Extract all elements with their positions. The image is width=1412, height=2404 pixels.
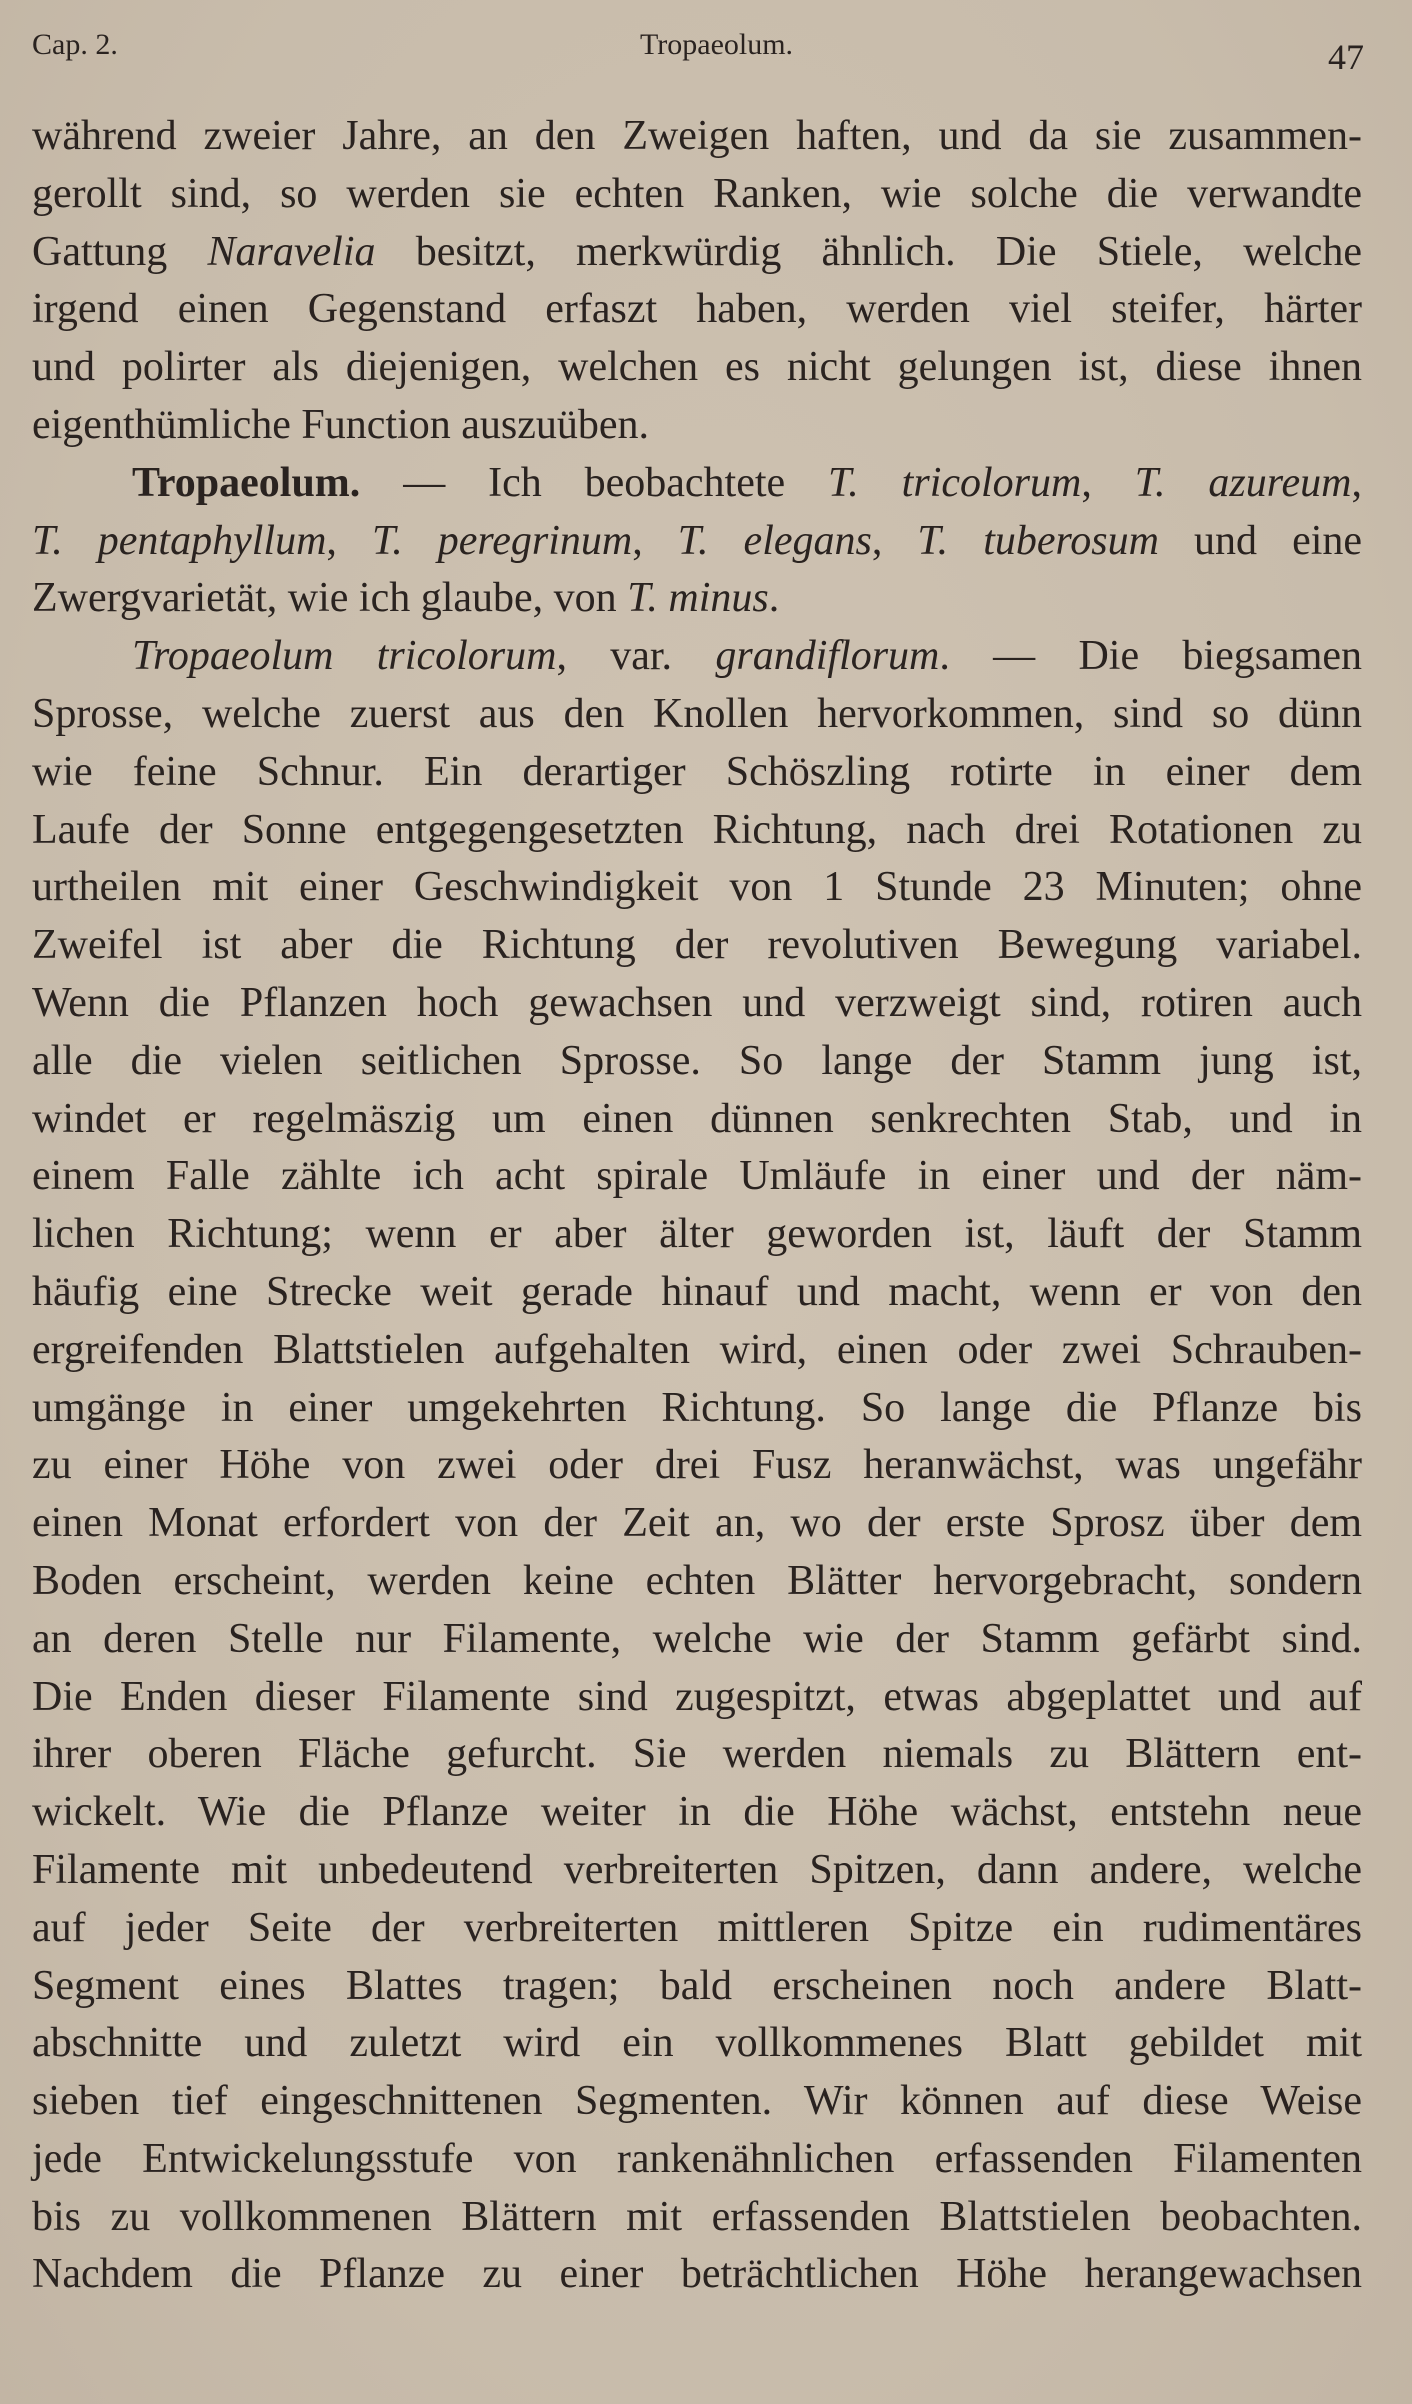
text-run: T. pentaphyllum bbox=[32, 517, 327, 564]
text-run: T. peregrinum bbox=[371, 517, 633, 564]
text-run: urtheilen mit einer Geschwindigkeit von 1 Stunde 23 Minuten; ohne bbox=[32, 864, 1362, 911]
text-line bbox=[32, 1206, 1362, 1264]
text-run: ihrer oberen Fläche gefurcht. Sie werden niemals zu Blättern ent- bbox=[32, 1731, 1362, 1778]
text-run: T. elegans bbox=[677, 517, 872, 564]
running-title: Tropaeolum. bbox=[640, 28, 794, 61]
text-run: Die Enden dieser Filamente sind zugespitzt, etwas abgeplattet und auf bbox=[32, 1673, 1362, 1720]
text-line bbox=[32, 1553, 1362, 1611]
text-line bbox=[32, 917, 1362, 975]
text-line bbox=[32, 513, 1362, 571]
text-run: Boden erscheint, werden keine echten Blätter hervorgebracht, sondern bbox=[32, 1557, 1362, 1604]
text-line bbox=[32, 1842, 1362, 1900]
text-line bbox=[32, 975, 1362, 1033]
text-run: Wenn die Pflanzen hoch gewachsen und verzweigt sind, rotiren auch bbox=[32, 979, 1362, 1026]
text-run: einen Monat erfordert von der Zeit an, wo der erste Sprosz über dem bbox=[32, 1500, 1362, 1547]
text-run: , var. bbox=[556, 633, 716, 680]
text-run: zu einer Höhe von zwei oder drei Fusz heranwächst, was ungefähr bbox=[32, 1442, 1362, 1489]
text-run: alle die vielen seitlichen Sprosse. So lange der Stamm jung ist, bbox=[32, 1037, 1362, 1084]
text-line bbox=[32, 686, 1362, 744]
text-line bbox=[32, 2189, 1362, 2247]
text-line bbox=[32, 1091, 1362, 1149]
text-line bbox=[32, 1495, 1362, 1553]
text-run: Zwergvarietät, wie ich glaube, von bbox=[32, 575, 628, 622]
text-run: umgänge in einer umgekehrten Richtung. So lange die Pflanze bis bbox=[32, 1384, 1362, 1431]
text-run: windet er regelmäszig um einen dünnen senkrechten Stab, und in bbox=[32, 1095, 1362, 1142]
text-run: , bbox=[1351, 459, 1362, 506]
text-run: während zweier Jahre, an den Zweigen haften, und da sie zusammen- bbox=[32, 113, 1362, 159]
text-line bbox=[32, 1437, 1362, 1495]
text-run: und polirter als diejenigen, welchen es nicht gelungen ist, diese ihnen bbox=[32, 344, 1362, 391]
text-run: besitzt, merkwürdig ähnlich. Die Stiele, welche bbox=[375, 228, 1363, 275]
text-line bbox=[32, 2073, 1362, 2131]
text-line bbox=[32, 628, 1362, 686]
text-run: wie feine Schnur. Ein derartiger Schöszling rotirte in einer dem bbox=[32, 748, 1362, 795]
page-number: 47 bbox=[1328, 37, 1364, 77]
text-run: Sprosse, welche zuerst aus den Knollen hervorkommen, sind so dünn bbox=[32, 690, 1362, 737]
text-line bbox=[32, 1611, 1362, 1669]
text-run: eigenthümliche Function auszuüben. bbox=[32, 401, 650, 448]
text-line bbox=[32, 2015, 1362, 2073]
text-line bbox=[32, 1784, 1362, 1842]
text-run: , bbox=[1081, 459, 1135, 506]
text-line bbox=[32, 1958, 1362, 2016]
text-line bbox=[32, 1380, 1362, 1438]
text-run: Filamente mit unbedeutend verbreiterten Spitzen, dann andere, welche bbox=[32, 1846, 1362, 1893]
text-line bbox=[32, 744, 1362, 802]
text-line bbox=[32, 1900, 1362, 1958]
text-run: . bbox=[768, 575, 780, 622]
text-line bbox=[32, 1033, 1362, 1091]
text-run: auf jeder Seite der verbreiterten mittleren Spitze ein rudimentäres bbox=[32, 1904, 1362, 1951]
text-line bbox=[32, 1322, 1362, 1380]
text-run: Nachdem die Pflanze zu einer beträchtlichen Höhe herangewachsen bbox=[32, 2251, 1362, 2298]
text-line bbox=[32, 166, 1362, 224]
text-run: Tropaeolum. bbox=[132, 459, 361, 506]
text-line bbox=[32, 108, 1362, 166]
text-line bbox=[32, 2246, 1362, 2304]
text-line bbox=[32, 281, 1362, 339]
text-run: grandiflorum bbox=[715, 633, 940, 680]
text-run: , bbox=[871, 517, 918, 564]
text-line bbox=[32, 859, 1362, 917]
text-run: einem Falle zählte ich acht spirale Umläufe in einer und der näm- bbox=[32, 1153, 1362, 1200]
text-run: T. azureum bbox=[1134, 459, 1352, 506]
text-run: an deren Stelle nur Filamente, welche wie der Stamm gefärbt sind. bbox=[32, 1615, 1362, 1662]
text-line bbox=[32, 1669, 1362, 1727]
text-run: ergreifenden Blattstielen aufgehalten wird, einen oder zwei Schrauben- bbox=[32, 1326, 1362, 1373]
text-run: Zweifel ist aber die Richtung der revolutiven Bewegung variabel. bbox=[32, 922, 1362, 969]
text-run: — Ich beobachtete bbox=[360, 459, 829, 506]
text-run: und eine bbox=[1159, 517, 1363, 564]
text-run: Naravelia bbox=[207, 228, 376, 275]
text-run: sieben tief eingeschnittenen Segmenten. Wir können auf diese Weise bbox=[32, 2078, 1362, 2125]
text-run: Gattung bbox=[32, 228, 208, 275]
text-run: jede Entwickelungsstufe von rankenähnlichen erfassenden Filamenten bbox=[32, 2135, 1362, 2182]
text-run: Segment eines Blattes tragen; bald erscheinen noch andere Blatt- bbox=[32, 1962, 1362, 2009]
text-run: gerollt sind, so werden sie echten Ranken, wie solche die verwandte bbox=[32, 170, 1362, 217]
text-line bbox=[32, 1264, 1362, 1322]
text-run: , bbox=[326, 517, 372, 564]
text-run: wickelt. Wie die Pflanze weiter in die Höhe wächst, entstehn neue bbox=[32, 1789, 1362, 1836]
text-line bbox=[32, 570, 1362, 628]
text-line bbox=[32, 339, 1362, 397]
text-line bbox=[32, 1726, 1362, 1784]
text-run: T. tricolorum bbox=[828, 459, 1082, 506]
running-header bbox=[32, 22, 1364, 77]
text-run: Laufe der Sonne entgegengesetzten Richtung, nach drei Rotationen zu bbox=[32, 806, 1362, 853]
text-run: T. tuberosum bbox=[917, 517, 1159, 564]
text-line bbox=[32, 2131, 1362, 2189]
text-line bbox=[32, 455, 1362, 513]
text-run: irgend einen Gegenstand erfaszt haben, werden viel steifer, härter bbox=[32, 286, 1362, 333]
text-run: . — Die biegsamen bbox=[939, 633, 1363, 680]
text-run: bis zu vollkommenen Blättern mit erfassenden Blattstielen beobachten. bbox=[32, 2193, 1362, 2240]
text-run: abschnitte und zuletzt wird ein vollkommenes Blatt gebildet mit bbox=[32, 2020, 1362, 2067]
text-run: lichen Richtung; wenn er aber älter geworden ist, läuft der Stamm bbox=[32, 1211, 1362, 1258]
body-text bbox=[32, 108, 1362, 2304]
text-run: Tropaeolum tricolorum bbox=[132, 633, 557, 680]
text-line bbox=[32, 1148, 1362, 1206]
text-line bbox=[32, 224, 1362, 282]
text-line bbox=[32, 397, 1362, 455]
text-run: T. minus bbox=[627, 575, 769, 622]
text-line bbox=[32, 802, 1362, 860]
chapter-label: Cap. 2. bbox=[32, 28, 118, 61]
text-run: , bbox=[632, 517, 678, 564]
text-run: häufig eine Strecke weit gerade hinauf und macht, wenn er von den bbox=[32, 1268, 1362, 1315]
